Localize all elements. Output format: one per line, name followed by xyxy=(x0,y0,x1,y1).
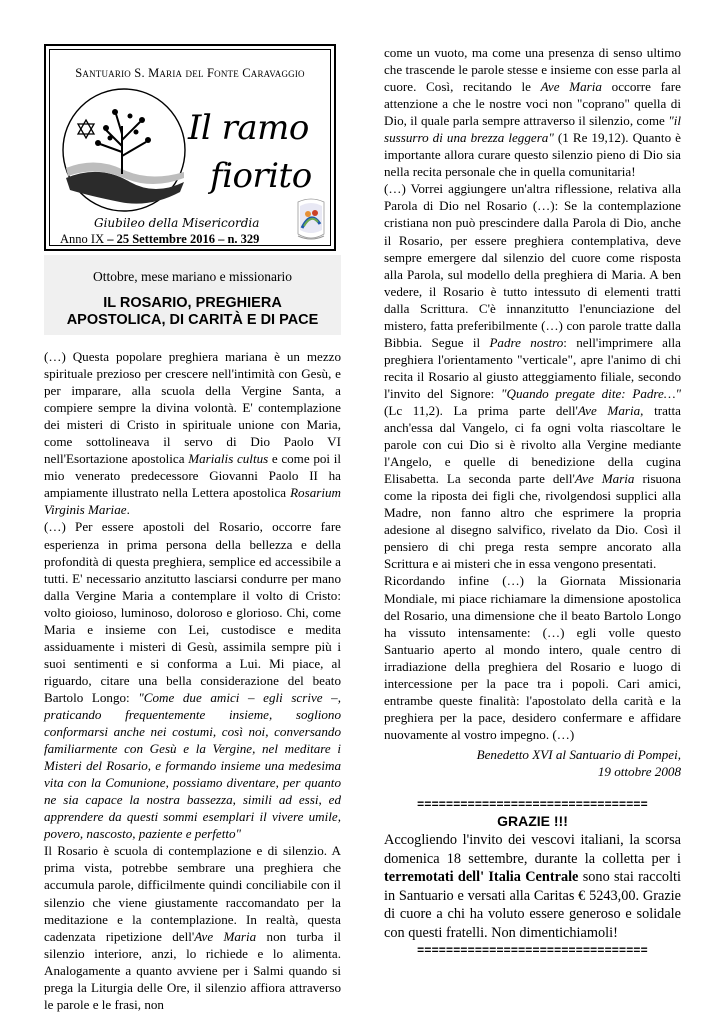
attribution-author: Benedetto XVI al Santuario di Pompei, xyxy=(476,747,681,762)
left-column-text xyxy=(44,348,341,1013)
bottom-rule: ================================ xyxy=(417,942,648,957)
section-title: Ottobre, mese mariano e missionario xyxy=(92,269,293,284)
thanks-text: Accogliendo l'invito dei vescovi italiani, la scorsa domenica 18 settembre, durante la colletta per i terremotati dell' Italia Centrale sono stai raccolti in Santuario e versati alla Caritas € 5243,00. Grazie di cuore a chi ha voluto essere generoso e solidale con questi fratelli. Non dimentichiamoli! xyxy=(384,832,681,941)
paragraph: come un vuoto, ma come una presenza di senso ultimo che trascende le parole stesse e insieme con esse parla al cuore. Così, recitando le Ave Maria occorre fare attenzione a che le nostre voci non "coprano" quella di Dio, il quale parla sempre attraverso il silenzio, come "il sussurro di una brezza leggera" (1 Re 19,12). Quanto è importante allora curare questo silenzio pieno di Dio sia nella recita personale che in quella comunitaria! xyxy=(384,45,681,180)
newsletter-title-line1: Il ramo xyxy=(188,108,309,148)
paragraph: Il Rosario è scuola di contemplazione e di silenzio. A prima vista, potrebbe sembrare una preghiera che accumula parole, difficilmente quindi conciliabile con il silenzio che viene giustamente raccomandato per la meditazione e la contemplazione. In realtà, questa cadenzata ripetizione dell'Ave Maria non turba il silenzio interiore, anzi, lo richiede e lo alimenta. Analogamente a quanto avviene per i Salmi quando si prega la Liturgia delle Ore, il silenzio affiora attraverso le parole e le frasi, non xyxy=(44,843,341,1012)
article-title-line1: IL ROSARIO, PREGHIERA xyxy=(103,295,282,311)
masthead-inner-frame xyxy=(49,49,331,246)
right-column-text xyxy=(384,44,681,743)
earthquake-victims: terremotati dell' Italia Centrale xyxy=(384,869,579,886)
sanctuary-name: Santuario S. Maria del Fonte Caravaggio xyxy=(75,66,305,80)
jubilee-caption: Giubileo della Misericordia xyxy=(94,216,260,230)
masthead xyxy=(44,44,336,251)
issue-year: Anno IX xyxy=(60,232,105,246)
newsletter-title-line2: fiorito xyxy=(210,156,312,196)
bartolo-longo-quote: "Come due amici – egli scrive –, praticando frequentemente insieme, sogliono conformarsi anche nei costumi, così noi, conversando familiarmente con Gesù e la Vergine, nel meditare i Misteri del Rosario, e formando insieme una medesima vita con la Comunione, possiamo diventare, per quanto ne sia capace la nostra bassezza, simili ad essi, ed apprendere da questi sommi esemplari il vivere umile, povero, nascosto, paziente e perfetto" xyxy=(44,689,341,842)
paragraph: Ricordando infine (…) la Giornata Missionaria Mondiale, mi piace richiamare la dimensione apostolica del Rosario, una dimensione che il beato Bartolo Longo ha vissuto intensamente: (…) egli volle questo Santuario aperto al mondo intero, quale centro di irradiazione della preghiera del Rosario e luogo di intercessione per la pace tra i popoli. Cari amici, entrambe queste finalità: l'apostolato della carità e la preghiera per la pace, desidero confermare e affidare nuovamente al vostro impegno. (…) xyxy=(384,573,681,742)
thanks-notice xyxy=(384,797,681,957)
issue-date: – 25 Settembre 2016 xyxy=(107,232,215,246)
issue-number: – n. 329 xyxy=(218,232,260,246)
headline-box xyxy=(44,255,341,335)
attribution xyxy=(384,746,681,780)
top-rule: ================================ xyxy=(417,797,648,811)
flowering-branch-logo xyxy=(60,86,188,214)
article-title-line2: APOSTOLICA, DI CARITÀ E DI PACE xyxy=(66,312,319,328)
issue-line xyxy=(60,232,259,247)
paragraph: (…) Vorrei aggiungere un'altra riflessione, relativa alla Parola di Dio nel Rosario (…): Se la contemplazione cristiana non può prescindere dalla Parola di Dio, anche il Rosario, per essere preghiera contemplativa, deve sempre emergere dal silenzio del cuore come risposta alla Parola, sul modello della preghiera di Maria. A ben vedere, il Rosario è tutto intessuto di elementi tratti dalla Scrittura. C'è innanzitutto l'enunciazione del mistero, fatta preferibilmente (…) con parole tratte dalla Bibbia. Segue il Padre nostro: nell'imprimere alla preghiera l'orientamento "verticale", apre l'animo di chi recita il Rosario al giusto atteggiamento filiale, secondo l'invito del Signore: "Quando pregate dite: Padre…" (Lc 11,2). La prima parte dell'Ave Maria, tratta anch'essa dal Vangelo, ci fa ogni volta riascoltare le parole con cui Dio si è rivolto alla Vergine mediante l'Angelo, e quelle di benedizione della cugina Elisabetta. La seconda parte dell'Ave Maria risuona come la riposta dei figli che, rivolgendosi supplici alla Madre, non fanno altro che esprimere la propria adesione al disegno salvifico, rivelato da Dio. Così il pensiero di chi prega resta sempre ancorato alla Scrittura e ai misteri che in essa vengono presentati. xyxy=(384,181,681,572)
paragraph: (…) Per essere apostoli del Rosario, occorre fare esperienza in prima persona della bellezza e della profondità di questa preghiera, semplice ed accessibile a tutti. E' necessario anzitutto lasciarsi condurre per mano dalla Vergine Maria a contemplare il volto di Cristo: volto gioioso, luminoso, doloroso e glorioso. Chi, come Maria e insieme con Lei, custodisce e medita assiduamente i misteri di Gesù, assimila sempre più i suoi sentimenti e si conforma a Lui. Mi piace, al riguardo, citare una bella considerazione del beato Bartolo Longo: "Come due amici – egli scrive –, praticando frequentemente insieme, sogliono conformarsi anche nei costumi, così noi, conversando familiarmente con Gesù e la Vergine, nel meditare i Misteri del Rosario, e formando insieme una medesima vita con la Comunione, possiamo diventare, per quanto ne sia capace la nostra bassezza, simili ad essi, ed apprendere da questi sommi esemplari il vivere umile, povero, nascosto, paziente e perfetto" xyxy=(44,519,341,842)
jubilee-emblem-icon xyxy=(294,198,328,242)
article-title xyxy=(44,295,341,329)
attribution-date: 19 ottobre 2008 xyxy=(597,764,681,779)
thanks-title: GRAZIE !!! xyxy=(497,813,568,829)
paragraph: (…) Questa popolare preghiera mariana è un mezzo spirituale prezioso per crescere nell'intimità con Gesù, e per imparare, alla scuola della Vergine Santa, a compiere sempre la divina volontà. E' contemplazione dei misteri di Cristo in spirituale unione con Maria, come sottolineava il servo di Dio Paolo VI nell'Esortazione apostolica Marialis cultus e come poi il mio venerato predecessore Giovanni Paolo II ha ampiamente illustrato nella Lettera apostolica Rosarium Virginis Mariae. xyxy=(44,349,341,518)
